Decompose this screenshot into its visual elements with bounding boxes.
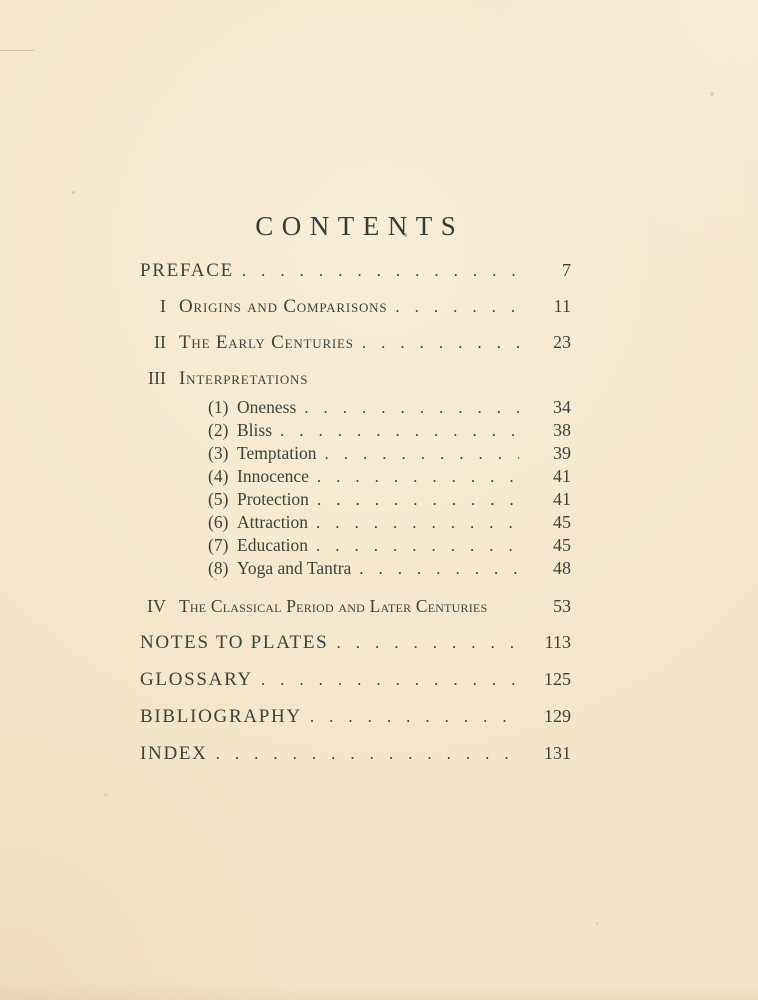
dot-leader	[310, 705, 519, 729]
toc-entry-label: Attraction	[237, 512, 308, 532]
toc-entry	[140, 465, 571, 488]
toc-entry-numeral: (3)	[208, 443, 229, 463]
toc-entry-page: 125	[544, 669, 571, 689]
toc-entry-label: Protection	[237, 489, 309, 509]
toc-entry	[140, 330, 571, 355]
toc-entry	[140, 741, 571, 766]
toc-entry-page: 48	[553, 558, 571, 578]
toc-entry-numeral: (5)	[208, 489, 229, 509]
toc-entry-label: PREFACE	[140, 260, 234, 281]
toc-entry-page: 113	[544, 632, 571, 652]
toc-entry	[140, 294, 571, 319]
toc-entry-label: NOTES TO PLATES	[140, 632, 329, 653]
toc-entry	[140, 419, 571, 442]
toc-entry-label: Oneness	[237, 397, 297, 417]
toc-entry-page: 131	[544, 743, 571, 763]
toc-entry-label: GLOSSARY	[140, 669, 253, 690]
dot-leader	[336, 631, 519, 655]
toc-entry-page: 39	[553, 443, 571, 463]
toc-entry	[140, 511, 571, 534]
toc-entry-numeral: (2)	[208, 420, 229, 440]
toc-entry-page: 41	[553, 489, 571, 509]
toc-entry-numeral: IV	[147, 596, 166, 616]
toc-entry-numeral: (4)	[208, 466, 229, 486]
toc-entry-page: 45	[553, 512, 571, 532]
toc-entry-page: 34	[553, 397, 571, 417]
toc-entry-label: INDEX	[140, 743, 208, 764]
dot-leader	[317, 489, 519, 511]
toc-entry-page: 23	[553, 332, 571, 352]
contents-column	[140, 0, 571, 766]
paper-scratch	[0, 50, 34, 51]
toc-entry	[140, 258, 571, 283]
toc-entry-numeral: (8)	[208, 558, 229, 578]
toc-entry	[140, 594, 571, 618]
toc-list	[140, 258, 571, 766]
toc-entry-label: Yoga and Tantra	[237, 558, 352, 578]
paper-speck	[710, 92, 714, 96]
toc-entry-numeral: II	[154, 332, 166, 352]
toc-entry-label: Bliss	[237, 420, 273, 440]
toc-entry-page: 129	[544, 706, 571, 726]
toc-entry-page: 41	[553, 466, 571, 486]
toc-entry-label: BIBLIOGRAPHY	[140, 706, 302, 727]
dot-leader	[261, 668, 519, 692]
toc-entry	[140, 488, 571, 511]
dot-leader	[362, 331, 519, 355]
paper-speck	[596, 922, 599, 925]
toc-entry-label: The Early Centuries	[179, 332, 354, 353]
toc-entry-label: Interpretations	[179, 368, 309, 389]
dot-leader	[359, 558, 519, 580]
toc-entry-numeral: I	[160, 296, 166, 316]
dot-leader	[317, 466, 519, 488]
toc-entry	[140, 442, 571, 465]
toc-entry	[140, 534, 571, 557]
dot-leader	[316, 535, 519, 557]
page-title: CONTENTS	[255, 211, 465, 241]
toc-entry-page: 45	[553, 535, 571, 555]
paper-speck	[104, 793, 108, 796]
toc-entry-numeral: (7)	[208, 535, 229, 555]
toc-entry	[140, 557, 571, 580]
toc-entry-page: 38	[553, 420, 571, 440]
toc-entry-page: 11	[553, 296, 571, 316]
toc-entry-page: 53	[553, 596, 571, 616]
toc-entry	[140, 366, 571, 391]
paper-speck	[72, 191, 75, 194]
toc-entry	[140, 396, 571, 419]
dot-leader	[242, 259, 519, 283]
toc-entry-label: Origins and Comparisons	[179, 296, 388, 317]
toc-entry-page: 7	[562, 260, 571, 280]
dot-leader	[316, 512, 519, 534]
dot-leader	[395, 295, 519, 319]
toc-entry-numeral: III	[148, 368, 166, 388]
toc-entry-label: Temptation	[237, 443, 317, 463]
toc-entry-label: Innocence	[237, 466, 309, 486]
toc-entry-numeral: (6)	[208, 512, 229, 532]
dot-leader	[304, 397, 519, 419]
toc-entry	[140, 704, 571, 729]
toc-entry-label: The Classical Period and Later Centuries	[179, 596, 488, 616]
toc-entry	[140, 667, 571, 692]
dot-leader	[280, 420, 519, 442]
toc-entry-numeral: (1)	[208, 397, 229, 417]
toc-entry-label: Education	[237, 535, 308, 555]
dot-leader	[324, 443, 519, 465]
dot-leader	[216, 742, 519, 766]
toc-entry	[140, 630, 571, 655]
